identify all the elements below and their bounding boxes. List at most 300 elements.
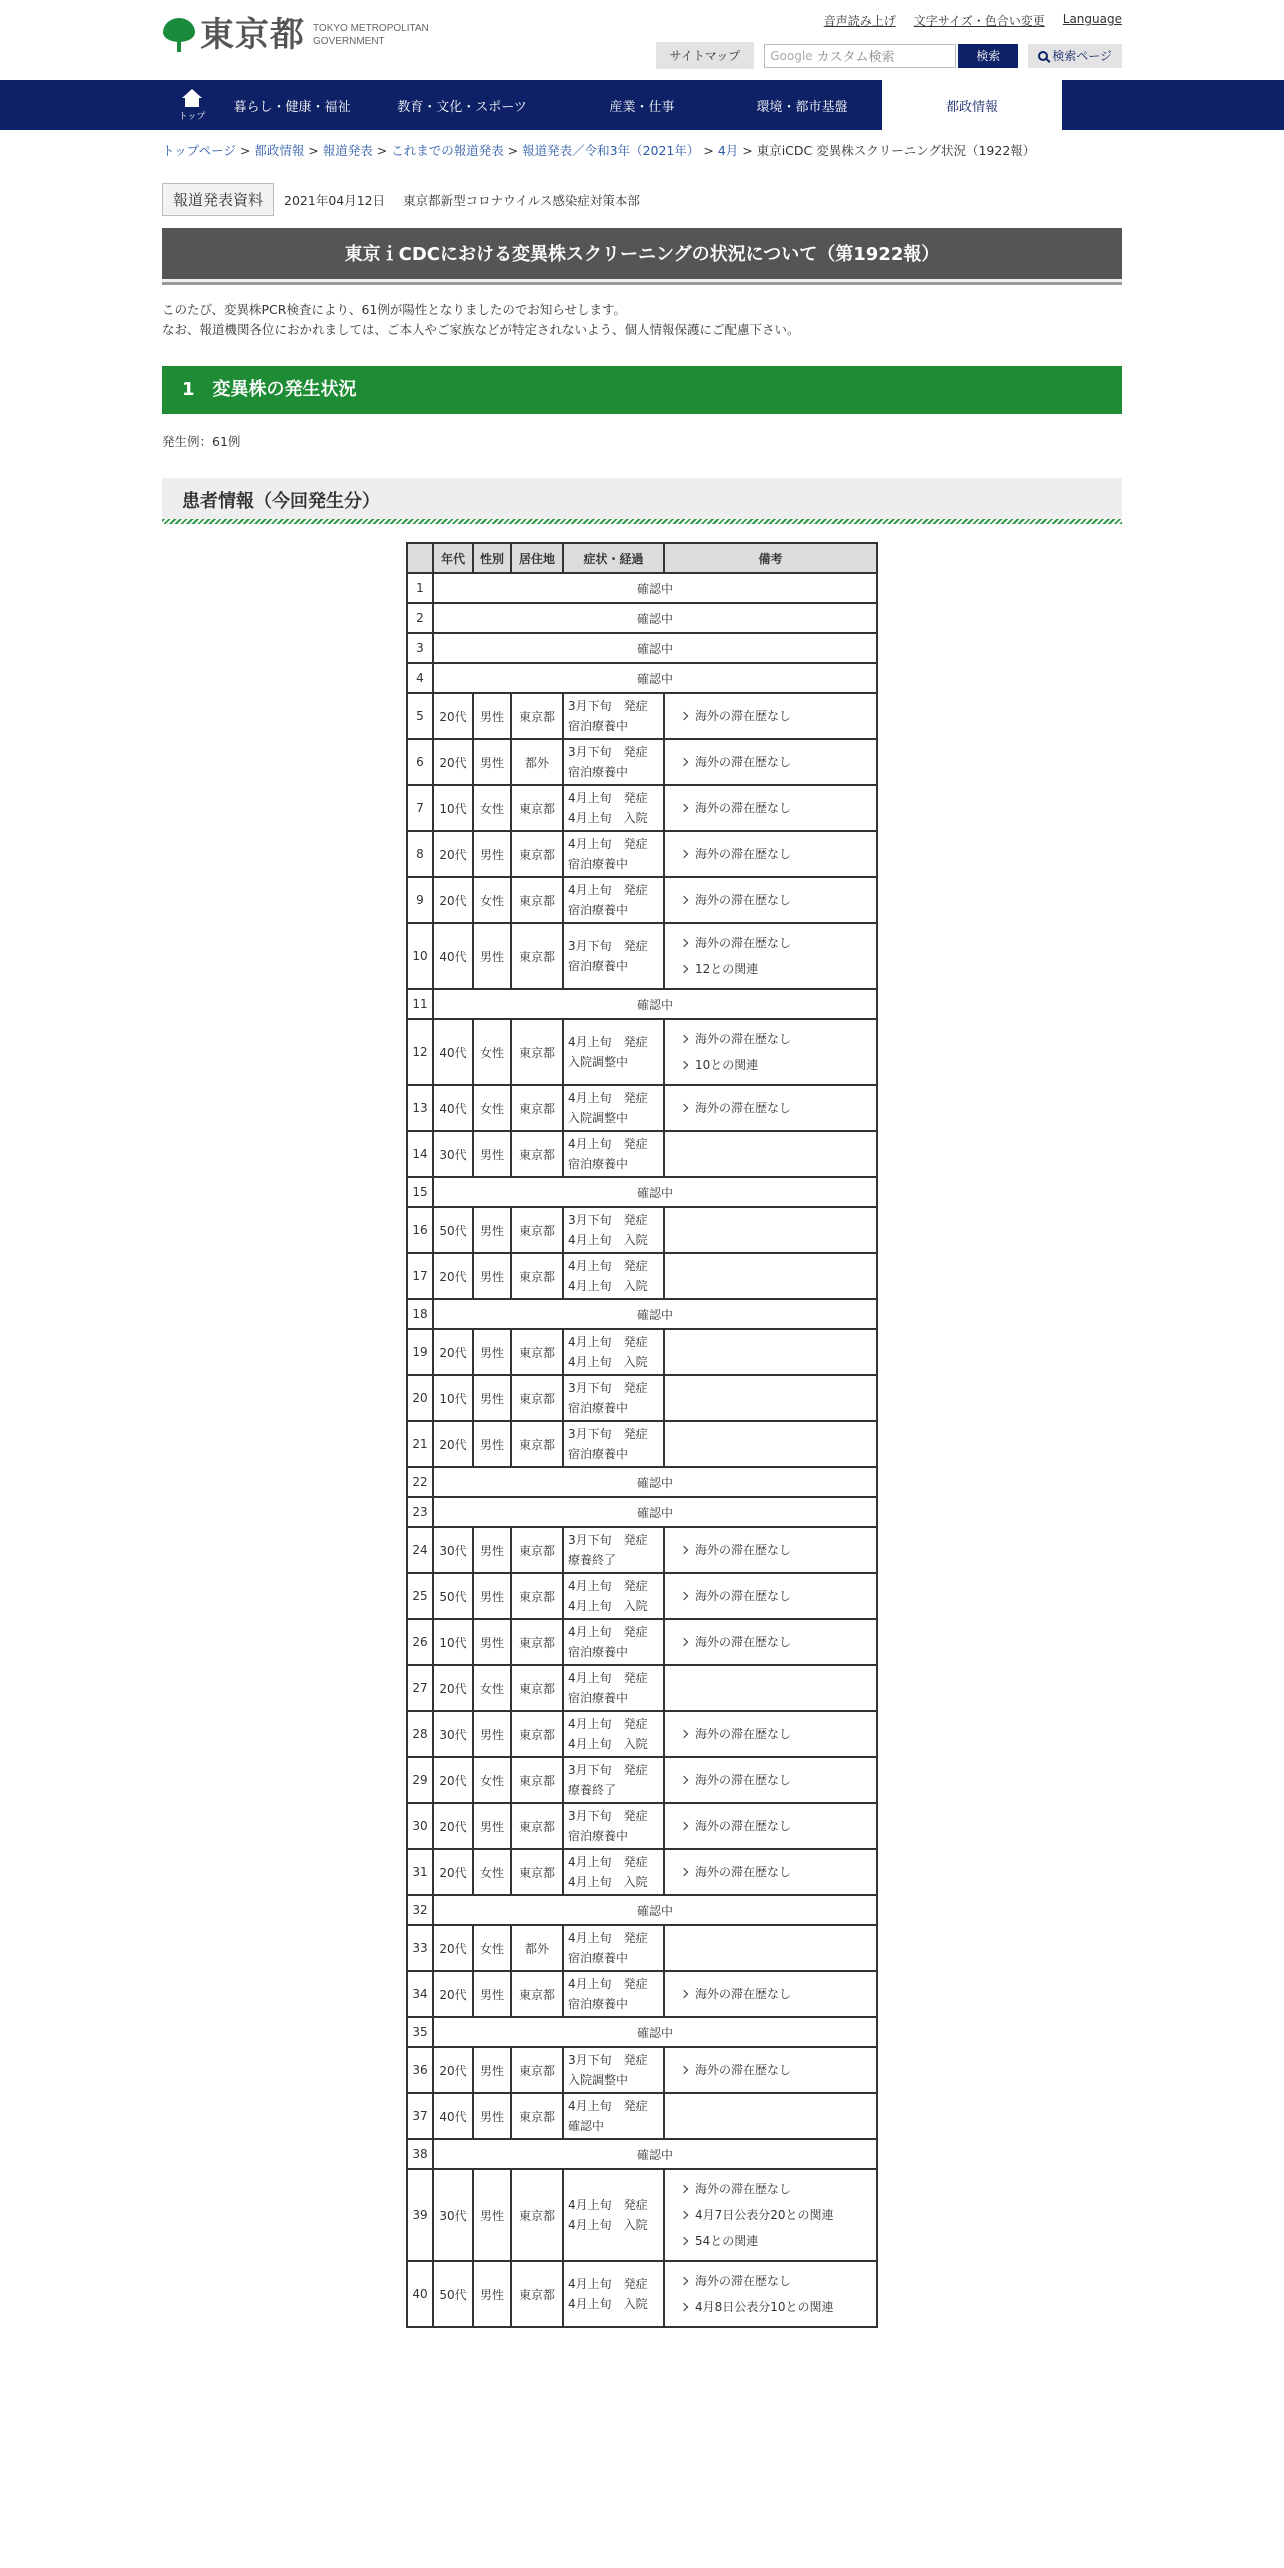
cell-symptoms: [563, 1375, 664, 1421]
cell-residence: 都外: [511, 1925, 563, 1971]
symptom-line: 4月上旬 発症: [568, 1259, 648, 1273]
cell-age: 10代: [433, 1619, 473, 1665]
cell-number: 33: [407, 1925, 433, 1971]
cell-pending: 確認中: [433, 989, 877, 1019]
patient-info-heading: 患者情報（今回発生分）: [162, 478, 1122, 522]
note-item: 4月8日公表分10との関連: [695, 2294, 870, 2320]
table-row: [407, 1131, 877, 1177]
note-item: 海外の滞在歴なし: [695, 1767, 870, 1793]
symptom-line: 宿泊療養中: [568, 1951, 629, 1965]
cell-sex: 女性: [473, 1085, 511, 1131]
note-item: 海外の滞在歴なし: [695, 1583, 870, 1609]
cell-residence: 東京都: [511, 1527, 563, 1573]
symptom-line: 4月上旬 入院: [568, 811, 648, 825]
symptom-line: 3月下旬 発症: [568, 1381, 648, 1395]
symptom-line: 宿泊療養中: [568, 1691, 629, 1705]
sitemap-button[interactable]: サイトマップ: [656, 42, 755, 69]
symptom-line: 4月上旬 発症: [568, 791, 648, 805]
table-row: [407, 1665, 877, 1711]
cell-pending: 確認中: [433, 2017, 877, 2047]
symptom-line: 確認中: [568, 2119, 605, 2133]
cell-number: 19: [407, 1329, 433, 1375]
cell-number: 36: [407, 2047, 433, 2093]
cell-sex: 男性: [473, 1253, 511, 1299]
cell-pending: 確認中: [433, 1497, 877, 1527]
cell-symptoms: [563, 1803, 664, 1849]
home-icon: [182, 89, 202, 107]
cell-residence: 東京都: [511, 1619, 563, 1665]
cell-symptoms: [563, 785, 664, 831]
note-item: 54との関連: [695, 2228, 870, 2254]
cell-sex: 男性: [473, 1803, 511, 1849]
cell-number: 38: [407, 2139, 433, 2169]
cell-residence: 東京都: [511, 2093, 563, 2139]
cell-notes: [664, 2169, 877, 2261]
cell-notes: [664, 1757, 877, 1803]
cell-notes: [664, 1375, 877, 1421]
symptom-line: 4月上旬 発症: [568, 2198, 648, 2212]
magnifier-icon: [1038, 51, 1048, 61]
nav-item-environment[interactable]: 環境・都市基盤: [756, 99, 848, 115]
cell-sex: 男性: [473, 1421, 511, 1467]
cell-sex: 男性: [473, 2169, 511, 2261]
link-font-size-color[interactable]: 文字サイズ・色合い変更: [913, 14, 1045, 28]
table-row: [407, 1497, 877, 1527]
nav-item-industry[interactable]: 産業・仕事: [609, 99, 675, 115]
search-tools: [656, 42, 1122, 69]
table-row: [407, 1849, 877, 1895]
table-row: [407, 2093, 877, 2139]
table-row: [407, 989, 877, 1019]
symptom-line: 4月上旬 発症: [568, 1579, 648, 1593]
note-item: 海外の滞在歴なし: [695, 1813, 870, 1839]
table-row: [407, 2047, 877, 2093]
cell-sex: 女性: [473, 1925, 511, 1971]
symptom-line: 4月上旬 発症: [568, 837, 648, 851]
breadcrumb-link[interactable]: 4月: [717, 143, 739, 158]
cell-symptoms: [563, 877, 664, 923]
cell-residence: 東京都: [511, 1971, 563, 2017]
cell-age: 40代: [433, 2093, 473, 2139]
cell-number: 16: [407, 1207, 433, 1253]
search-input[interactable]: [764, 44, 956, 68]
cell-number: 31: [407, 1849, 433, 1895]
cell-pending: 確認中: [433, 633, 877, 663]
cell-symptoms: [563, 1085, 664, 1131]
section-heading: 1 変異株の発生状況: [162, 366, 1122, 414]
cell-number: 4: [407, 663, 433, 693]
cell-residence: 東京都: [511, 1757, 563, 1803]
note-item: 海外の滞在歴なし: [695, 1859, 870, 1885]
cell-notes: [664, 1019, 877, 1085]
cell-sex: 男性: [473, 2093, 511, 2139]
cell-sex: 男性: [473, 1971, 511, 2017]
breadcrumb-link[interactable]: 都政情報: [254, 143, 305, 158]
cell-symptoms: [563, 1711, 664, 1757]
cell-pending: 確認中: [433, 573, 877, 603]
cell-pending: 確認中: [433, 663, 877, 693]
symptom-line: 3月下旬 発症: [568, 699, 648, 713]
table-row: [407, 1253, 877, 1299]
cell-notes: [664, 1711, 877, 1757]
symptom-line: 4月上旬 入院: [568, 1599, 648, 1613]
cell-residence: 東京都: [511, 1849, 563, 1895]
nav-item-education[interactable]: 教育・文化・スポーツ: [397, 99, 527, 115]
patient-table-body: [407, 573, 877, 2327]
symptom-line: 3月下旬 発症: [568, 1809, 648, 1823]
link-read-aloud[interactable]: 音声読み上げ: [823, 14, 896, 28]
col-header-notes: 備考: [664, 543, 877, 573]
symptom-line: 4月上旬 入院: [568, 1355, 648, 1369]
cell-notes: [664, 2093, 877, 2139]
cell-number: 15: [407, 1177, 433, 1207]
cell-residence: 東京都: [511, 923, 563, 989]
symptom-line: 宿泊療養中: [568, 1401, 629, 1415]
table-row: [407, 1619, 877, 1665]
cell-notes: [664, 1527, 877, 1573]
cell-sex: 女性: [473, 1665, 511, 1711]
global-nav: [0, 80, 1284, 130]
cell-number: 21: [407, 1421, 433, 1467]
cell-sex: 男性: [473, 1527, 511, 1573]
cell-sex: 女性: [473, 877, 511, 923]
symptom-line: 宿泊療養中: [568, 857, 629, 871]
cell-age: 40代: [433, 1085, 473, 1131]
cell-pending: 確認中: [433, 2139, 877, 2169]
cell-notes: [664, 2047, 877, 2093]
press-badge: 報道発表資料: [162, 183, 274, 216]
cell-age: 20代: [433, 1757, 473, 1803]
search-page-button[interactable]: 検索ページ: [1028, 44, 1122, 68]
cell-residence: 東京都: [511, 1253, 563, 1299]
cell-symptoms: [563, 1971, 664, 2017]
symptom-line: 4月上旬 発症: [568, 1931, 648, 1945]
table-row: [407, 739, 877, 785]
cell-sex: 男性: [473, 739, 511, 785]
cell-notes: [664, 739, 877, 785]
note-item: 12との関連: [695, 956, 870, 982]
cell-age: 10代: [433, 785, 473, 831]
site-header: [162, 0, 1122, 80]
note-item: 海外の滞在歴なし: [695, 749, 870, 775]
tokyo-logo[interactable]: [162, 15, 429, 55]
symptom-line: 4月上旬 入院: [568, 1875, 648, 1889]
symptom-line: 4月上旬 発症: [568, 1977, 648, 1991]
nav-item-government[interactable]: 都政情報: [882, 80, 1062, 130]
cell-sex: 男性: [473, 1375, 511, 1421]
symptom-line: 宿泊療養中: [568, 1447, 629, 1461]
col-header-residence: 居住地: [511, 543, 563, 573]
cell-residence: 東京都: [511, 785, 563, 831]
cell-sex: 男性: [473, 1619, 511, 1665]
symptom-line: 宿泊療養中: [568, 959, 629, 973]
cell-notes: [664, 2261, 877, 2327]
note-item: 海外の滞在歴なし: [695, 1537, 870, 1563]
cell-age: 30代: [433, 2169, 473, 2261]
symptom-line: 宿泊療養中: [568, 903, 629, 917]
symptom-line: 3月下旬 発症: [568, 1213, 648, 1227]
nav-item-living[interactable]: 暮らし・健康・福祉: [233, 99, 351, 115]
cell-number: 18: [407, 1299, 433, 1329]
cell-number: 40: [407, 2261, 433, 2327]
table-row: [407, 1329, 877, 1375]
col-header-age: 年代: [433, 543, 473, 573]
cell-notes: [664, 923, 877, 989]
cell-age: 40代: [433, 1019, 473, 1085]
note-item: 海外の滞在歴なし: [695, 1721, 870, 1747]
symptom-line: 4月上旬 入院: [568, 2218, 648, 2232]
symptom-line: 入院調整中: [568, 2073, 629, 2087]
table-row: [407, 877, 877, 923]
cell-notes: [664, 1253, 877, 1299]
symptom-line: 宿泊療養中: [568, 1829, 629, 1843]
page-title: 東京ｉCDCにおける変異株スクリーニングの状況について（第1922報）: [162, 228, 1122, 282]
symptom-line: 3月下旬 発症: [568, 2053, 648, 2067]
note-item: 海外の滞在歴なし: [695, 1095, 870, 1121]
cell-notes: [664, 1925, 877, 1971]
cell-symptoms: [563, 1527, 664, 1573]
cell-sex: 男性: [473, 1207, 511, 1253]
cell-residence: 東京都: [511, 2047, 563, 2093]
cell-number: 7: [407, 785, 433, 831]
table-row: [407, 1925, 877, 1971]
cell-sex: 男性: [473, 2047, 511, 2093]
cell-symptoms: [563, 1207, 664, 1253]
note-item: 海外の滞在歴なし: [695, 930, 870, 956]
note-item: 4月7日公表分20との関連: [695, 2202, 870, 2228]
cell-notes: [664, 1971, 877, 2017]
symptom-line: 4月上旬 発症: [568, 1137, 648, 1151]
symptom-line: 4月上旬 入院: [568, 1279, 648, 1293]
patient-table: [406, 542, 878, 2328]
cell-symptoms: [563, 1573, 664, 1619]
symptom-line: 4月上旬 発症: [568, 1091, 648, 1105]
cell-age: 30代: [433, 1131, 473, 1177]
table-row: [407, 1757, 877, 1803]
cell-symptoms: [563, 693, 664, 739]
note-item: 海外の滞在歴なし: [695, 2268, 870, 2294]
cell-symptoms: [563, 1849, 664, 1895]
breadcrumb-link[interactable]: トップページ: [162, 143, 236, 158]
cell-sex: 女性: [473, 1757, 511, 1803]
cell-symptoms: [563, 923, 664, 989]
cell-age: 20代: [433, 1253, 473, 1299]
cell-residence: 東京都: [511, 1665, 563, 1711]
cell-residence: 東京都: [511, 1421, 563, 1467]
table-row: [407, 1971, 877, 2017]
cell-symptoms: [563, 2169, 664, 2261]
cell-residence: 東京都: [511, 1085, 563, 1131]
cell-number: 5: [407, 693, 433, 739]
cell-residence: 東京都: [511, 1375, 563, 1421]
table-row: [407, 1803, 877, 1849]
cell-notes: [664, 1849, 877, 1895]
cell-residence: 東京都: [511, 1803, 563, 1849]
cell-notes: [664, 1131, 877, 1177]
cell-residence: 東京都: [511, 877, 563, 923]
cell-residence: 東京都: [511, 1131, 563, 1177]
cell-pending: 確認中: [433, 1177, 877, 1207]
table-row: [407, 1421, 877, 1467]
cell-pending: 確認中: [433, 1895, 877, 1925]
cell-age: 50代: [433, 1207, 473, 1253]
symptom-line: 3月下旬 発症: [568, 1763, 648, 1777]
cell-number: 2: [407, 603, 433, 633]
cell-number: 1: [407, 573, 433, 603]
symptom-line: 入院調整中: [568, 1055, 629, 1069]
symptom-line: 4月上旬 発症: [568, 1717, 648, 1731]
symptom-line: 宿泊療養中: [568, 765, 629, 779]
cell-notes: [664, 1421, 877, 1467]
nav-home[interactable]: トップ: [162, 80, 222, 130]
symptom-line: 4月上旬 発症: [568, 1335, 648, 1349]
table-row: [407, 2017, 877, 2047]
cell-number: 35: [407, 2017, 433, 2047]
symptom-line: 宿泊療養中: [568, 1157, 629, 1171]
cell-number: 22: [407, 1467, 433, 1497]
cell-notes: [664, 877, 877, 923]
table-row: [407, 1467, 877, 1497]
symptom-line: 4月上旬 発症: [568, 883, 648, 897]
cell-residence: 都外: [511, 739, 563, 785]
cell-symptoms: [563, 2047, 664, 2093]
table-row: [407, 1177, 877, 1207]
cell-symptoms: [563, 1925, 664, 1971]
table-row: [407, 2261, 877, 2327]
symptom-line: 4月上旬 発症: [568, 1855, 648, 1869]
table-row: [407, 2169, 877, 2261]
table-row: [407, 1085, 877, 1131]
cell-notes: [664, 1619, 877, 1665]
cell-symptoms: [563, 2261, 664, 2327]
cell-sex: 男性: [473, 1329, 511, 1375]
cell-age: 20代: [433, 1925, 473, 1971]
table-row: [407, 1019, 877, 1085]
cell-symptoms: [563, 2093, 664, 2139]
breadcrumb-link[interactable]: 報道発表: [322, 143, 373, 158]
cell-age: 30代: [433, 1711, 473, 1757]
cell-number: 29: [407, 1757, 433, 1803]
cell-sex: 男性: [473, 831, 511, 877]
cell-symptoms: [563, 739, 664, 785]
cell-symptoms: [563, 831, 664, 877]
cell-number: 12: [407, 1019, 433, 1085]
table-row: [407, 785, 877, 831]
breadcrumb-link[interactable]: これまでの報道発表: [391, 143, 504, 158]
cell-sex: 男性: [473, 1573, 511, 1619]
breadcrumb-link[interactable]: 報道発表／令和3年（2021年）: [522, 143, 700, 158]
cell-symptoms: [563, 1019, 664, 1085]
cell-notes: [664, 1207, 877, 1253]
cell-notes: [664, 1803, 877, 1849]
cell-age: 10代: [433, 1375, 473, 1421]
cell-symptoms: [563, 1665, 664, 1711]
cell-number: 34: [407, 1971, 433, 2017]
cell-notes: [664, 693, 877, 739]
cell-number: 20: [407, 1375, 433, 1421]
cell-age: 20代: [433, 831, 473, 877]
cell-residence: 東京都: [511, 2261, 563, 2327]
cell-number: 17: [407, 1253, 433, 1299]
note-item: 海外の滞在歴なし: [695, 841, 870, 867]
cell-notes: [664, 1085, 877, 1131]
cell-notes: [664, 831, 877, 877]
link-language[interactable]: Language: [1062, 12, 1122, 26]
symptom-line: 4月上旬 発症: [568, 1671, 648, 1685]
cell-residence: 東京都: [511, 831, 563, 877]
cell-age: 20代: [433, 1803, 473, 1849]
press-meta-row: [162, 183, 1122, 216]
cell-symptoms: [563, 1421, 664, 1467]
cell-age: 20代: [433, 877, 473, 923]
cell-sex: 男性: [473, 1711, 511, 1757]
cell-notes: [664, 1573, 877, 1619]
press-dept: 東京都新型コロナウイルス感染症対策本部: [403, 192, 640, 208]
table-row: [407, 2139, 877, 2169]
cell-sex: 男性: [473, 2261, 511, 2327]
cell-number: 6: [407, 739, 433, 785]
cell-age: 50代: [433, 1573, 473, 1619]
note-item: 海外の滞在歴なし: [695, 2057, 870, 2083]
cell-symptoms: [563, 1329, 664, 1375]
table-row: [407, 1299, 877, 1329]
cell-number: 11: [407, 989, 433, 1019]
table-row: [407, 693, 877, 739]
logo-text: 東京都: [200, 15, 305, 55]
cell-symptoms: [563, 1131, 664, 1177]
google-label: Google: [770, 48, 813, 63]
cell-number: 3: [407, 633, 433, 663]
cell-sex: 男性: [473, 923, 511, 989]
note-item: 海外の滞在歴なし: [695, 1981, 870, 2007]
cell-age: 20代: [433, 693, 473, 739]
table-row: [407, 1375, 877, 1421]
table-row: [407, 663, 877, 693]
cell-number: 28: [407, 1711, 433, 1757]
cell-symptoms: [563, 1757, 664, 1803]
search-placeholder: カスタム検索: [816, 50, 895, 65]
cell-pending: 確認中: [433, 1467, 877, 1497]
cell-number: 23: [407, 1497, 433, 1527]
symptom-line: 3月下旬 発症: [568, 1533, 648, 1547]
cell-age: 20代: [433, 1329, 473, 1375]
cell-sex: 男性: [473, 693, 511, 739]
note-item: 10との関連: [695, 1052, 870, 1078]
cell-number: 14: [407, 1131, 433, 1177]
cell-age: 20代: [433, 1665, 473, 1711]
symptom-line: 4月上旬 入院: [568, 2297, 648, 2311]
ginkgo-leaf-icon: [162, 18, 196, 52]
symptom-line: 宿泊療養中: [568, 719, 629, 733]
table-row: [407, 1527, 877, 1573]
cell-sex: 男性: [473, 1131, 511, 1177]
cell-pending: 確認中: [433, 603, 877, 633]
breadcrumb: トップページ > 都政情報 > 報道発表 > これまでの報道発表 > 報道発表／令和3年（2021年） > 4月 > 東京iCDC 変異株スクリーニング状況（1922報）: [162, 143, 1036, 158]
cell-sex: 女性: [473, 785, 511, 831]
cell-number: 9: [407, 877, 433, 923]
cell-pending: 確認中: [433, 1299, 877, 1329]
cell-symptoms: [563, 1253, 664, 1299]
cell-age: 50代: [433, 2261, 473, 2327]
cell-age: 20代: [433, 1421, 473, 1467]
cell-number: 10: [407, 923, 433, 989]
cell-number: 39: [407, 2169, 433, 2261]
cell-notes: [664, 1665, 877, 1711]
cell-residence: 東京都: [511, 1329, 563, 1375]
search-button[interactable]: 検索: [958, 44, 1018, 68]
cell-number: 27: [407, 1665, 433, 1711]
symptom-line: 3月下旬 発症: [568, 939, 648, 953]
